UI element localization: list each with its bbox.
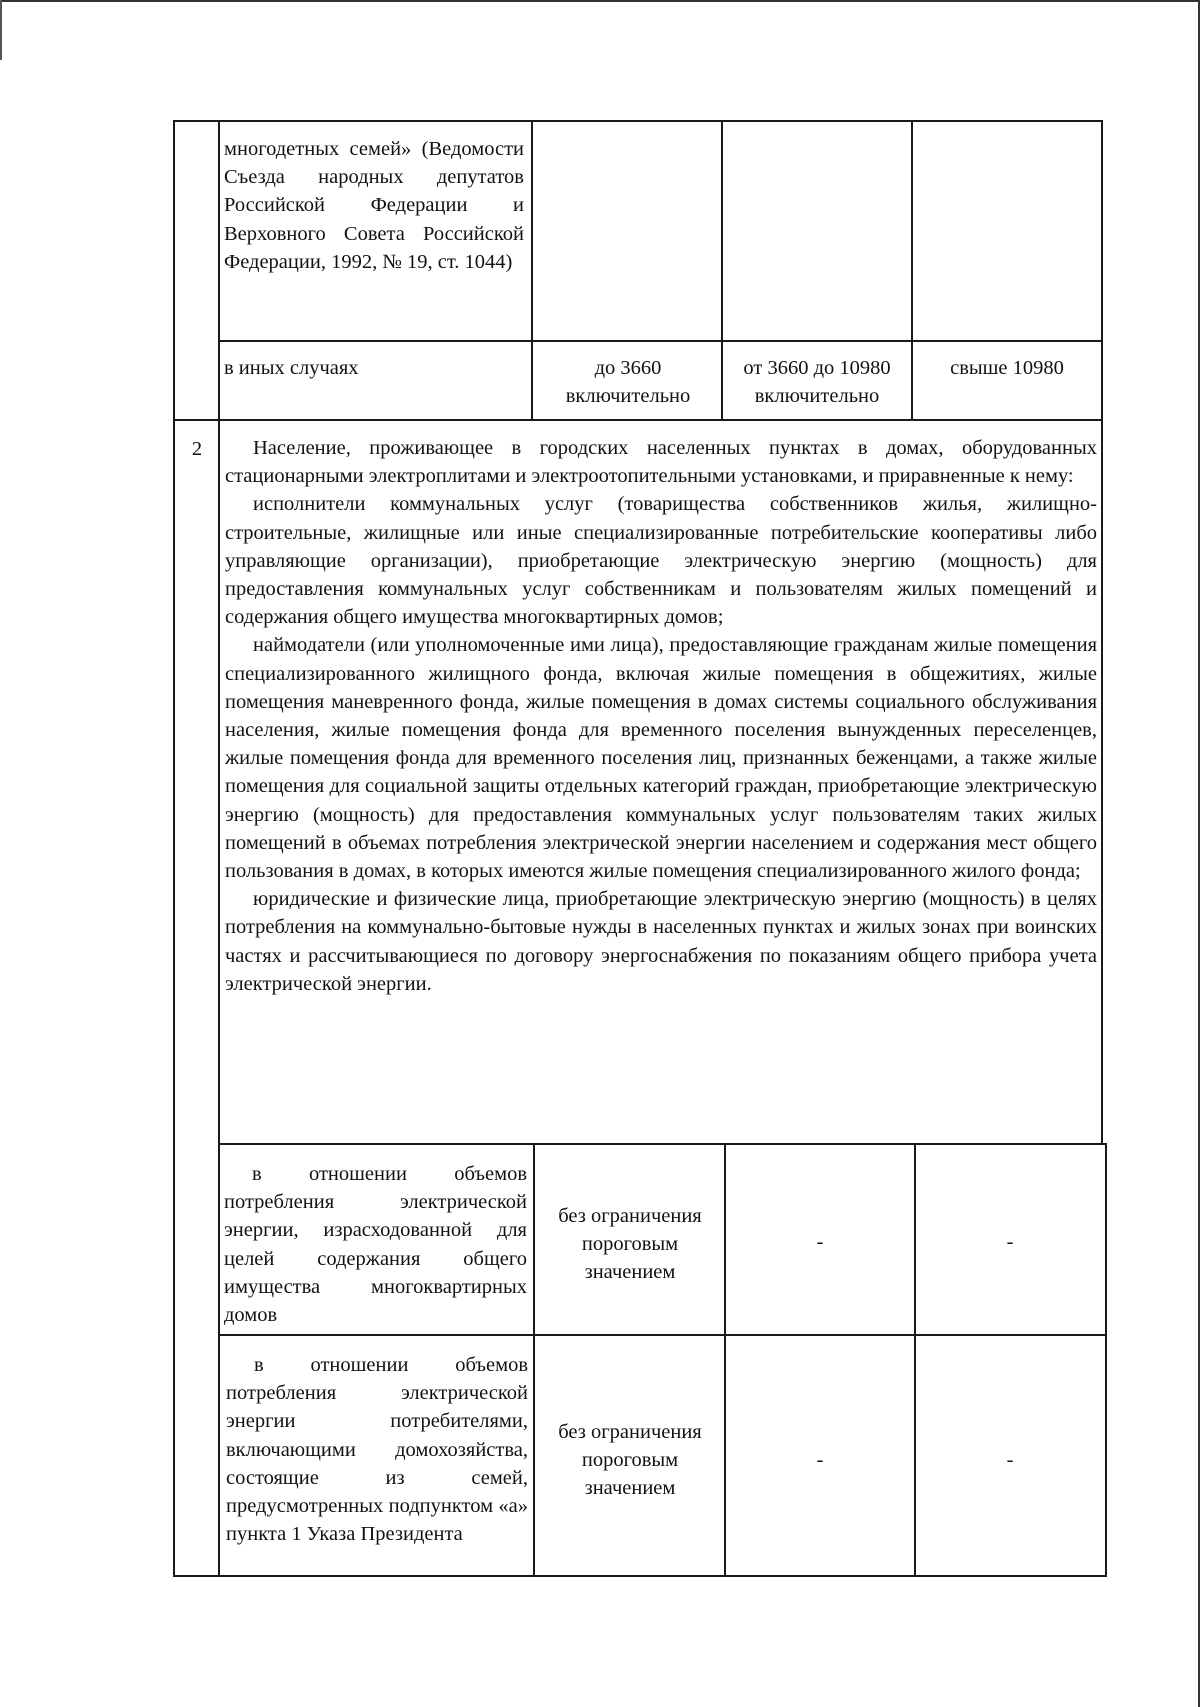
row-divider-large-families xyxy=(218,1334,1107,1336)
col-divider-3-bottom xyxy=(914,1143,916,1577)
table-border-right-top xyxy=(1101,120,1103,1145)
section2-text xyxy=(225,434,1097,998)
col-divider-label xyxy=(218,120,220,1577)
law-reference-text: многодетных семей» (Ведомости Съезда народных депутатов Российской Федерации и Верховного Совета Российской Федерации, 1992, № 19, ст. 1044) xyxy=(224,138,524,273)
common-property-col2: - xyxy=(816,1231,824,1253)
scan-edge-left xyxy=(0,0,2,60)
table-border-left xyxy=(173,120,175,1577)
section2-paragraph: юридические и физические лица, приобретающие электрическую энергию (мощность) в целях потребления на коммунально-бытовые нужды в населенных пунктах и жилых зонах при воинских частях и рассчитывающиеся по договору энергоснабжения по показаниям общего прибора учета электрической энергии. xyxy=(225,888,1097,995)
row-divider-common-property xyxy=(218,1143,1105,1145)
large-families-col1: без ограничения пороговым значением xyxy=(558,1421,702,1500)
common-property-col1: без ограничения пороговым значением xyxy=(558,1205,702,1284)
section2-paragraph: наймодатели (или уполномоченные ими лица), предоставляющие гражданам жилые помещения специализированного жилищного фонда, включая жилые помещения в общежитиях, жилые помещения маневренного фонда, жилые помещения в домах системы социального обслуживания населения, жилые помещения фонда для временного поселения вынужденных переселенцев, жилые помещения фонда для временного поселения лиц, признанных беженцами, а также жилые помещения для социальной защиты отдельных категорий граждан, приобретающие электрическую энергию (мощность) для предоставления коммунальных услуг пользователям таких жилых помещений в объемах потребления электрической энергии населением и содержания мест общего пользования в домах, в которых имеются жилые помещения специализированного жилого фонда; xyxy=(225,634,1097,883)
section2-paragraph: исполнители коммунальных услуг (товарищества собственников жилья, жилищно-строительные, жилищные или иные специализированные потребительские кооперативы либо управляющие организации), приобретающие электрическую энергию (мощность) для предоставления коммунальных услуг собственникам и пользователям жилых помещений и содержания общего имущества многоквартирных домов; xyxy=(225,493,1097,629)
common-property-label: в отношении объемов потребления электрической энергии, израсходованной для целей содержания общего имущества многоквартирных домов xyxy=(224,1163,527,1327)
col-divider-2-bottom xyxy=(724,1143,726,1577)
section-number: 2 xyxy=(191,438,203,460)
table-border-top xyxy=(173,120,1103,122)
section2-paragraph: Население, проживающее в городских населенных пунктах в домах, оборудованных стационарными электроплитами и электроотопительными установками, и приравненные к нему: xyxy=(225,437,1097,488)
table-border-bottom xyxy=(173,1575,1107,1577)
row-divider-other xyxy=(218,340,1103,342)
row-divider-section2 xyxy=(173,419,1103,421)
large-families-col2: - xyxy=(816,1449,824,1471)
other-cases-label: в иных случаях xyxy=(224,357,359,379)
col-divider-2-top xyxy=(721,120,723,420)
col-divider-3-top xyxy=(911,120,913,420)
large-families-label: в отношении объемов потребления электрической энергии потребителями, включающими домохозяйства, состоящие из семей, предусмотренных подпунктом «а» пункта 1 Указа Президента xyxy=(226,1354,528,1546)
col-divider-1-bottom xyxy=(533,1143,535,1577)
law-reference-cell xyxy=(224,135,524,276)
table-border-right-bottom xyxy=(1105,1143,1107,1577)
other-cases-col1: до 3660 включительно xyxy=(565,357,691,408)
common-property-col3: - xyxy=(1006,1231,1014,1253)
scan-edge-top xyxy=(0,0,1200,2)
large-families-col3: - xyxy=(1006,1449,1014,1471)
other-cases-col2: от 3660 до 10980 включительно xyxy=(743,357,891,408)
other-cases-col3: свыше 10980 xyxy=(950,357,1064,379)
col-divider-1-top xyxy=(531,120,533,420)
